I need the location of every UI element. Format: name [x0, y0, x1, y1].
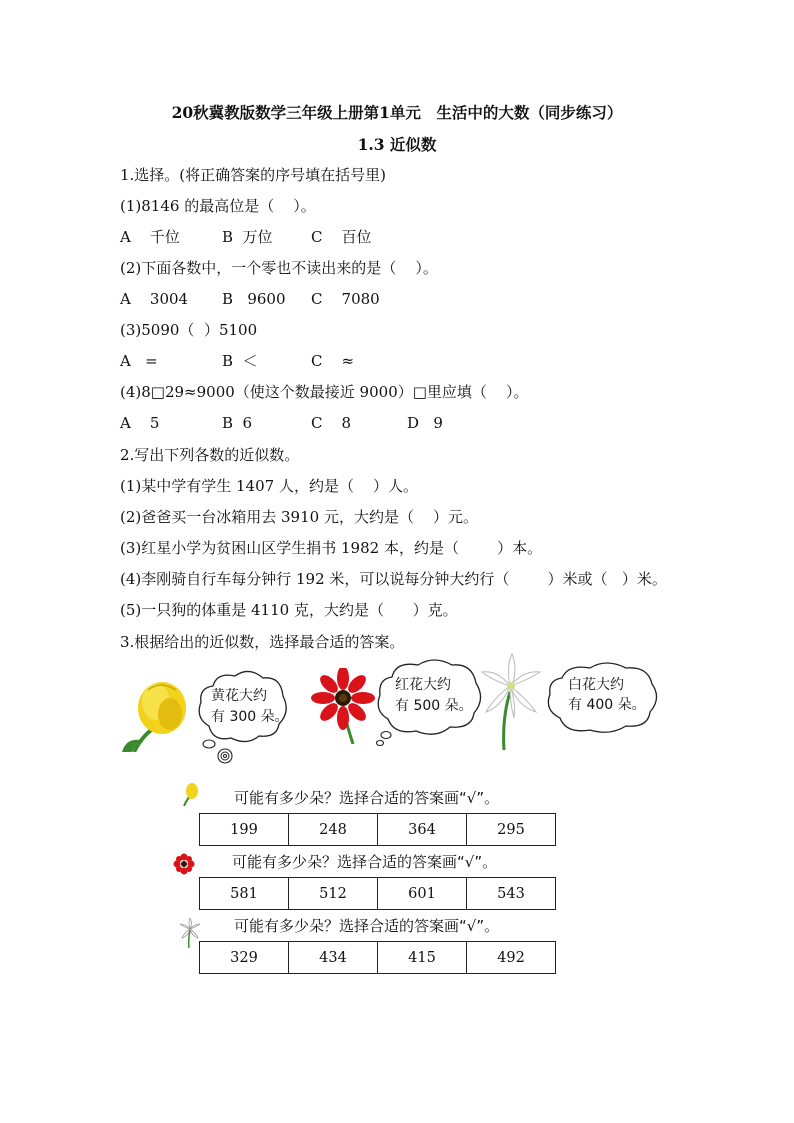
question-2-5: (5)一只狗的体重是 4110 克，大约是（ ）克。 [120, 601, 458, 619]
answer-cell[interactable]: 434 [289, 942, 378, 974]
answer-cell[interactable]: 512 [289, 878, 378, 910]
option: A = [120, 352, 158, 370]
answer-cell[interactable]: 581 [200, 878, 289, 910]
option: C 7080 [311, 290, 380, 308]
table-row [200, 878, 556, 910]
option: D 9 [407, 414, 443, 432]
cloud-text-line1: 红花大约 [395, 677, 451, 693]
yellow-flower-icon [120, 676, 190, 752]
yellow-flower-small-icon [180, 782, 200, 806]
option: A 千位 [120, 228, 180, 246]
option: B 6 [222, 414, 253, 432]
table-row [200, 814, 556, 846]
red-flower-icon [307, 668, 379, 744]
question-1-4: (4)8□29≈9000（使这个数最接近 9000）□里应填（ ）。 [120, 383, 529, 401]
section3-heading: 3.根据给出的近似数，选择最合适的答案。 [120, 633, 405, 651]
cloud-text-line1: 黄花大约 [211, 688, 267, 704]
option: C ≈ [311, 352, 355, 370]
question-2-2: (2)爸爸买一台冰箱用去 3910 元，大约是（ ）元。 [120, 508, 479, 526]
cloud-text-line2: 有 300 朵。 [211, 709, 289, 725]
white-flower-icon [480, 652, 542, 750]
red-flower-answer-table [199, 877, 556, 910]
cloud-text-line2: 有 500 朵。 [395, 698, 473, 714]
page-subtitle: 1.3 近似数 [357, 135, 437, 154]
page-title: 20秋冀教版数学三年级上册第1单元 生活中的大数（同步练习） [171, 103, 623, 122]
option: C 百位 [311, 228, 372, 246]
yellow-flower-answer-table [199, 813, 556, 846]
question-1-3: (3)5090（ ）5100 [120, 321, 258, 339]
option: B 9600 [222, 290, 286, 308]
yellow-flower-prompt: 可能有多少朵？选择合适的答案画“√”。 [234, 789, 500, 807]
answer-cell[interactable]: 364 [378, 814, 467, 846]
answer-cell[interactable]: 248 [289, 814, 378, 846]
answer-cell[interactable]: 492 [467, 942, 556, 974]
cloud-text-line2: 有 400 朵。 [568, 697, 646, 713]
answer-cell[interactable]: 601 [378, 878, 467, 910]
option: A 5 [120, 414, 160, 432]
answer-cell[interactable]: 295 [467, 814, 556, 846]
red-flower-small-icon [173, 853, 195, 875]
answer-cell[interactable]: 199 [200, 814, 289, 846]
answer-cell[interactable]: 329 [200, 942, 289, 974]
white-flower-answer-table [199, 941, 556, 974]
red-flower-prompt: 可能有多少朵？选择合适的答案画“√”。 [232, 853, 498, 871]
option: B ＜ [222, 352, 258, 370]
question-1-2: (2)下面各数中，一个零也不读出来的是（ ）。 [120, 259, 438, 277]
option: B 万位 [222, 228, 273, 246]
question-2-4: (4)李刚骑自行车每分钟行 192 米，可以说每分钟大约行（ ）米或（ ）米。 [120, 570, 667, 588]
cloud-text-line1: 白花大约 [568, 677, 624, 693]
table-row [200, 942, 556, 974]
answer-cell[interactable]: 543 [467, 878, 556, 910]
white-flower-prompt: 可能有多少朵？选择合适的答案画“√”。 [234, 917, 500, 935]
white-flower-small-icon [180, 918, 200, 948]
section1-heading: 1.选择。(将正确答案的序号填在括号里) [120, 166, 387, 184]
answer-cell[interactable]: 415 [378, 942, 467, 974]
question-1-1: (1)8146 的最高位是（ ）。 [120, 197, 316, 215]
question-2-3: (3)红星小学为贫困山区学生捐书 1982 本，约是（ ）本。 [120, 539, 543, 557]
option: C 8 [311, 414, 352, 432]
section2-heading: 2.写出下列各数的近似数。 [120, 446, 300, 464]
question-2-1: (1)某中学有学生 1407 人，约是（ ）人。 [120, 477, 419, 495]
option: A 3004 [120, 290, 189, 308]
